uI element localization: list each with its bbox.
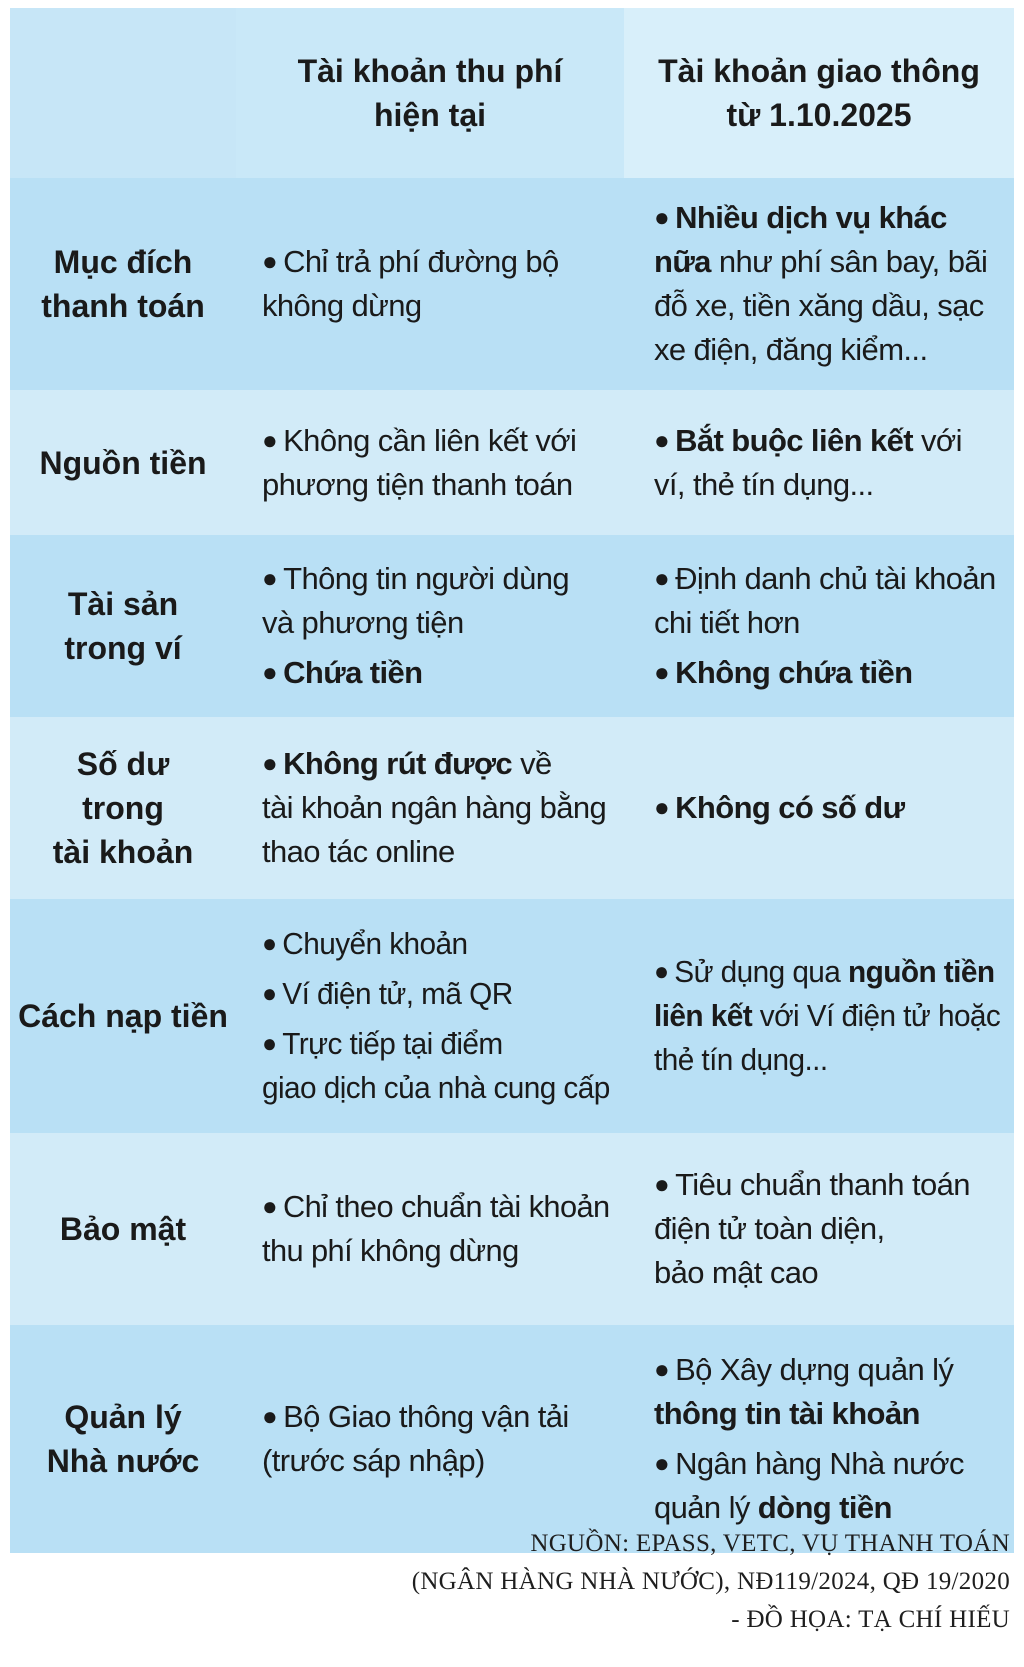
text: không dừng — [262, 288, 422, 323]
column-header-current — [236, 8, 624, 178]
row-label-line: Quản lý — [64, 1399, 182, 1435]
bold-text: Chứa tiền — [283, 655, 423, 690]
text: Ngân hàng Nhà nước — [675, 1446, 964, 1481]
row-label-line: trong ví — [64, 630, 182, 666]
bullet-dot-icon: ● — [262, 563, 278, 593]
bullet-dot-icon: ● — [654, 792, 670, 822]
text: như phí sân bay, bãi — [710, 244, 988, 279]
text: Bộ Giao thông vận tải — [283, 1399, 569, 1434]
column-header-current-line: Tài khoản thu phí — [297, 53, 563, 89]
row-label-line: Mục đích — [53, 244, 193, 280]
bullet-dot-icon: ● — [262, 424, 278, 455]
bullet-line — [262, 1439, 610, 1483]
bullet-line — [262, 1022, 610, 1066]
table-corner-cell — [10, 8, 236, 178]
text: xe điện, đăng kiểm... — [654, 332, 928, 367]
bold-text: Không có số dư — [675, 790, 905, 825]
bullet-line — [654, 651, 1000, 695]
bullet-item — [262, 1185, 610, 1273]
text: Định danh chủ tài khoản — [675, 561, 996, 596]
text: Chuyển khoản — [282, 926, 468, 961]
bullet-line — [654, 1486, 1000, 1530]
row-label-line: tài khoản — [52, 834, 194, 870]
text: với — [912, 422, 962, 458]
row-label — [10, 1133, 236, 1325]
bullet-item — [262, 922, 610, 966]
bullet-item — [262, 1395, 610, 1483]
bullet-item — [262, 419, 610, 507]
text: giao dịch của nhà cung cấp — [262, 1070, 610, 1105]
source-credit-line: - ĐỒ HỌA: TẠ CHÍ HIẾU — [731, 1606, 1010, 1633]
bullet-item — [262, 557, 610, 645]
bullet-item — [262, 240, 610, 328]
bullet-line — [654, 1251, 1000, 1295]
row-label — [10, 717, 236, 899]
bullet-dot-icon: ● — [262, 1028, 277, 1058]
text: thu phí không dừng — [262, 1233, 519, 1268]
bullet-item — [262, 742, 610, 874]
row-label — [10, 390, 236, 535]
bullet-line — [262, 463, 610, 507]
traffic-account-cell — [624, 390, 1014, 535]
comparison-table — [10, 8, 1014, 1553]
bullet-line — [654, 196, 1000, 240]
row-label-line: Số dư — [76, 746, 170, 782]
bullet-line — [654, 950, 1000, 994]
text: điện tử toàn diện, — [654, 1211, 885, 1246]
row-label-line: Cách nạp tiền — [18, 998, 228, 1034]
text: Sử dụng qua — [674, 954, 849, 989]
traffic-account-cell — [624, 1325, 1014, 1553]
bullet-dot-icon: ● — [262, 978, 277, 1008]
bullet-dot-icon: ● — [262, 1191, 278, 1221]
bullet-line — [262, 601, 610, 645]
bullet-dot-icon: ● — [262, 1401, 278, 1431]
text: Ví điện tử, mã QR — [282, 976, 513, 1011]
traffic-account-cell — [624, 535, 1014, 717]
bullet-line — [654, 1038, 1000, 1082]
bullet-dot-icon: ● — [262, 657, 278, 687]
text: (trước sáp nhập) — [262, 1443, 485, 1478]
bold-text: Không rút được — [283, 746, 513, 781]
bullet-line — [654, 1392, 1000, 1436]
bullet-item — [262, 972, 610, 1016]
bullet-dot-icon: ● — [654, 424, 670, 455]
row-label-line: Nguồn tiền — [39, 444, 207, 481]
bullet-line — [654, 557, 1000, 601]
text: Bộ Xây dựng quản lý — [675, 1352, 954, 1387]
bold-text: thông tin tài khoản — [654, 1396, 920, 1431]
bullet-line — [654, 419, 1000, 463]
bold-text: Bắt buộc liên kết — [675, 422, 913, 458]
bullet-dot-icon: ● — [654, 1169, 670, 1199]
bullet-line — [262, 284, 610, 328]
bullet-item — [654, 1348, 1000, 1436]
bullet-line — [262, 419, 610, 463]
bullet-dot-icon: ● — [654, 657, 670, 687]
bullet-dot-icon: ● — [262, 246, 278, 276]
bullet-line — [262, 1229, 610, 1273]
bullet-line — [262, 786, 610, 830]
current-account-cell — [236, 717, 624, 899]
text: Không cần liên kết với — [283, 422, 577, 458]
text: Chỉ trả phí đường bộ — [283, 244, 559, 279]
bullet-line — [654, 240, 1000, 284]
bullet-line — [262, 1066, 610, 1110]
bullet-line — [262, 651, 610, 695]
bullet-dot-icon: ● — [654, 1448, 670, 1478]
bullet-item — [654, 786, 1000, 830]
bullet-item — [262, 651, 610, 695]
current-account-cell — [236, 899, 624, 1133]
row-label-line: Bảo mật — [59, 1211, 187, 1247]
bold-text: nguồn tiền — [848, 954, 995, 989]
row-label — [10, 899, 236, 1133]
traffic-account-cell — [624, 1133, 1014, 1325]
source-credit — [110, 1525, 1010, 1639]
row-label-line: thanh toán — [41, 288, 205, 324]
bold-text: Nhiều dịch vụ khác — [675, 200, 947, 235]
bullet-line — [262, 240, 610, 284]
bold-text: dòng tiền — [757, 1490, 892, 1525]
text: quản lý — [654, 1490, 758, 1525]
bold-text: liên kết — [654, 998, 753, 1033]
text: đỗ xe, tiền xăng dầu, sạc — [654, 288, 984, 323]
bullet-dot-icon: ● — [654, 202, 670, 232]
bold-text: Không chứa tiền — [675, 655, 913, 690]
current-account-cell — [236, 535, 624, 717]
bullet-item — [654, 1163, 1000, 1295]
bullet-line — [654, 328, 1000, 372]
bullet-line — [262, 1395, 610, 1439]
text: với Ví điện tử hoặc — [752, 998, 1001, 1033]
bullet-line — [262, 922, 610, 966]
bullet-line — [654, 1442, 1000, 1486]
bullet-dot-icon: ● — [262, 928, 277, 958]
bullet-item — [654, 419, 1000, 507]
row-label — [10, 1325, 236, 1553]
bullet-dot-icon: ● — [262, 748, 278, 778]
source-credit-line: (NGÂN HÀNG NHÀ NƯỚC), NĐ119/2024, QĐ 19/2020 — [411, 1568, 1010, 1595]
bullet-line — [654, 1207, 1000, 1251]
bullet-item — [654, 651, 1000, 695]
text: chi tiết hơn — [654, 605, 800, 640]
traffic-account-cell — [624, 717, 1014, 899]
traffic-account-cell — [624, 899, 1014, 1133]
bullet-line — [654, 601, 1000, 645]
column-header-future-line: từ 1.10.2025 — [726, 97, 912, 133]
current-account-cell — [236, 1133, 624, 1325]
bullet-line — [262, 557, 610, 601]
text: ví, thẻ tín dụng... — [654, 466, 874, 502]
bullet-item — [654, 1442, 1000, 1530]
bullet-item — [262, 1022, 610, 1110]
column-header-future-line: Tài khoản giao thông — [658, 53, 980, 89]
bullet-line — [654, 786, 1000, 830]
bullet-line — [262, 972, 610, 1016]
row-label — [10, 178, 236, 390]
column-header-current-line: hiện tại — [373, 97, 486, 133]
bullet-dot-icon: ● — [654, 1354, 670, 1384]
traffic-account-cell — [624, 178, 1014, 390]
bold-text: nữa — [654, 244, 711, 279]
bullet-line — [654, 284, 1000, 328]
bullet-item — [654, 950, 1000, 1082]
bullet-line — [654, 463, 1000, 507]
bullet-line — [654, 994, 1000, 1038]
bullet-dot-icon: ● — [654, 563, 670, 593]
text: và phương tiện — [262, 605, 464, 640]
row-label-line: Nhà nước — [46, 1443, 200, 1479]
text: Chỉ theo chuẩn tài khoản — [282, 1189, 610, 1224]
text: Trực tiếp tại điểm — [282, 1026, 503, 1061]
bullet-dot-icon: ● — [654, 956, 669, 986]
text: Thông tin người dùng — [283, 561, 570, 596]
current-account-cell — [236, 390, 624, 535]
current-account-cell — [236, 178, 624, 390]
current-account-cell — [236, 1325, 624, 1553]
bullet-line — [262, 1185, 610, 1229]
text: tài khoản ngân hàng bằng — [262, 790, 607, 825]
bullet-line — [654, 1163, 1000, 1207]
text: thẻ tín dụng... — [654, 1042, 828, 1077]
bullet-line — [262, 830, 610, 874]
column-header-future — [624, 8, 1014, 178]
text: Tiêu chuẩn thanh toán — [675, 1167, 970, 1202]
text: phương tiện thanh toán — [262, 466, 573, 502]
row-label — [10, 535, 236, 717]
text: thao tác online — [262, 834, 455, 869]
bullet-line — [262, 742, 610, 786]
row-label-line: trong — [82, 790, 164, 826]
source-credit-line: NGUỒN: EPASS, VETC, VỤ THANH TOÁN — [530, 1530, 1010, 1557]
text: về — [512, 746, 552, 781]
row-label-line: Tài sản — [67, 586, 179, 622]
bullet-item — [654, 196, 1000, 372]
bullet-item — [654, 557, 1000, 645]
bullet-line — [654, 1348, 1000, 1392]
text: bảo mật cao — [654, 1255, 819, 1290]
